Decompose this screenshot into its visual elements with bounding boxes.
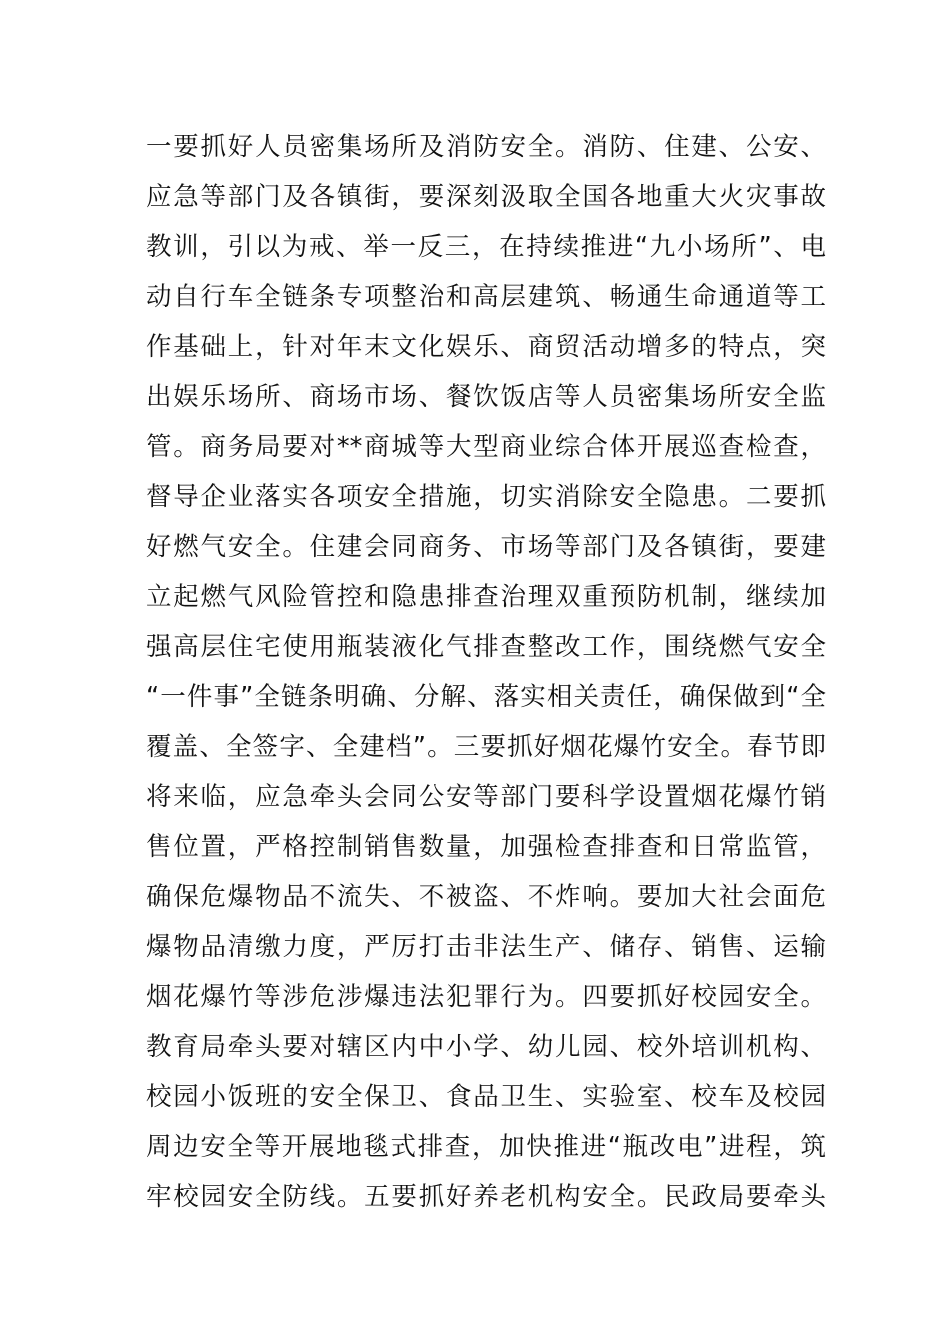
text-line: “一件事”全链条明确、分解、落实相关责任，确保做到“全 (146, 682, 826, 712)
text-line: 立起燃气风险管控和隐患排查治理双重预防机制，继续加 (146, 582, 826, 612)
text-line: 教育局牵头要对辖区内中小学、幼儿园、校外培训机构、 (146, 1032, 826, 1062)
text-line: 出娱乐场所、商场市场、餐饮饭店等人员密集场所安全监 (146, 382, 826, 412)
text-line: 动自行车全链条专项整治和高层建筑、畅通生命通道等工 (146, 282, 826, 312)
text-line: 爆物品清缴力度，严厉打击非法生产、储存、销售、运输 (146, 932, 826, 962)
text-line: 售位置，严格控制销售数量，加强检查排查和日常监管， (146, 832, 826, 862)
text-line: 作基础上，针对年末文化娱乐、商贸活动增多的特点，突 (146, 332, 826, 362)
text-line: 将来临，应急牵头会同公安等部门要科学设置烟花爆竹销 (146, 782, 826, 812)
text-line: 周边安全等开展地毯式排查，加快推进“瓶改电”进程，筑 (146, 1132, 826, 1162)
text-line: 督导企业落实各项安全措施，切实消除安全隐患。二要抓 (146, 482, 826, 512)
text-line: 牢校园安全防线。五要抓好养老机构安全。民政局要牵头 (146, 1182, 826, 1212)
text-line: 好燃气安全。住建会同商务、市场等部门及各镇街，要建 (146, 532, 826, 562)
text-line: 教训，引以为戒、举一反三，在持续推进“九小场所”、电 (146, 232, 826, 262)
text-line: 管。商务局要对**商城等大型商业综合体开展巡查检查， (146, 432, 826, 462)
text-line: 确保危爆物品不流失、不被盗、不炸响。要加大社会面危 (146, 882, 826, 912)
body-paragraph (146, 122, 826, 1222)
text-line: 强高层住宅使用瓶装液化气排查整改工作，围绕燃气安全 (146, 632, 826, 662)
text-line: 应急等部门及各镇街，要深刻汲取全国各地重大火灾事故 (146, 182, 826, 212)
text-line: 烟花爆竹等涉危涉爆违法犯罪行为。四要抓好校园安全。 (146, 982, 826, 1012)
text-line: 覆盖、全签字、全建档”。三要抓好烟花爆竹安全。春节即 (146, 732, 826, 762)
text-line: 校园小饭班的安全保卫、食品卫生、实验室、校车及校园 (146, 1082, 826, 1112)
text-line: 一要抓好人员密集场所及消防安全。消防、住建、公安、 (146, 132, 826, 162)
